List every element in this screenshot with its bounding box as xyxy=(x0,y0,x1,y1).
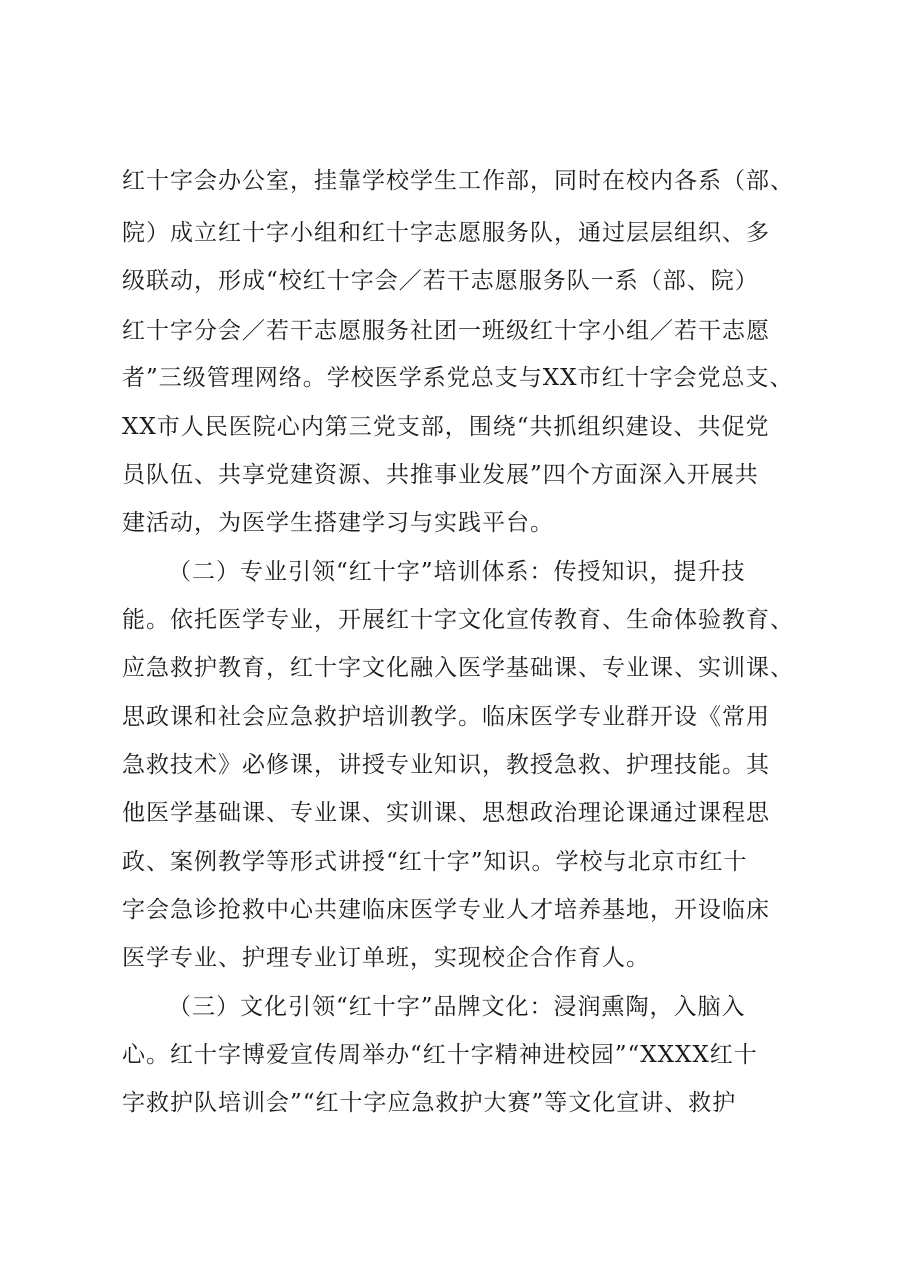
body-text-line: 红十字会办公室，挂靠学校学生工作部，同时在校内各系（部、 xyxy=(122,168,794,194)
body-text-line: 急救技术》必修课，讲授专业知识，教授急救、护理技能。其 xyxy=(122,752,770,778)
body-text-line: 思政课和社会应急救护培训教学。临床医学专业群开设《常用 xyxy=(122,704,770,730)
body-text-line: 员队伍、共享党建资源、共推事业发展”四个方面深入开展共 xyxy=(122,462,759,488)
body-text-line: 心。红十字博爱宣传周举办“红十字精神进校园”“XXXX红十 xyxy=(122,1042,758,1068)
body-text-line: 者”三级管理网络。学校医学系党总支与XX市红十字会党总支、 xyxy=(122,365,794,391)
body-text-line: 他医学基础课、专业课、实训课、思想政治理论课通过课程思 xyxy=(122,800,770,826)
body-text-line: 字会急诊抢救中心共建临床医学专业人才培养基地，开设临床 xyxy=(122,897,770,923)
body-text-line: 红十字分会／若干志愿服务社团一班级红十字小组／若干志愿 xyxy=(122,318,770,344)
body-text-line: 级联动，形成“校红十字会／若干志愿服务队一系（部、院） xyxy=(122,268,759,294)
body-text-line: 院）成立红十字小组和红十字志愿服务队，通过层层组织、多 xyxy=(122,220,770,246)
body-text-line: 建活动，为医学生搭建学习与实践平台。 xyxy=(122,510,554,536)
body-text-line: 应急救护教育，红十字文化融入医学基础课、专业课、实训课、 xyxy=(122,655,794,681)
body-text-line: XX市人民医院心内第三党支部，围绕“共抓组织建设、共促党 xyxy=(122,414,770,440)
body-text-line: 能。依托医学专业，开展红十字文化宣传教育、生命体验教育、 xyxy=(122,607,794,633)
body-text-line: 字救护队培训会”“红十字应急救护大赛”等文化宣讲、救护 xyxy=(122,1090,737,1116)
body-text-line: 医学专业、护理专业订单班，实现校企合作育人。 xyxy=(122,945,650,971)
body-text-line: 政、案例教学等形式讲授“红十字”知识。学校与北京市红十 xyxy=(122,849,748,875)
section-heading-line: （二）专业引领“红十字”培训体系：传授知识，提升技 xyxy=(168,559,746,585)
section-heading-line: （三）文化引领“红十字”品牌文化：浸润熏陶，入脑入 xyxy=(168,994,746,1020)
